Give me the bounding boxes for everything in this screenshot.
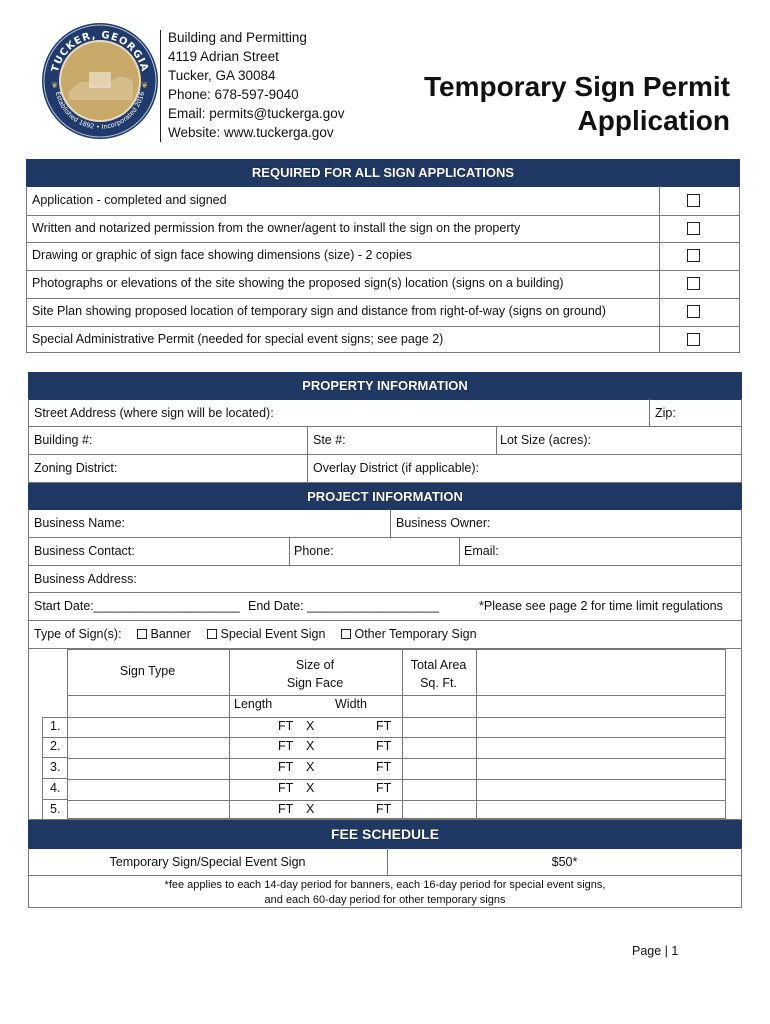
- row-number: 1.: [50, 719, 61, 733]
- required-item-checkbox[interactable]: [687, 249, 700, 262]
- end-date-field[interactable]: End Date: ___________________: [248, 599, 440, 613]
- start-date-field[interactable]: Start Date:_____________________: [34, 599, 240, 613]
- svg-text:❦: ❦: [51, 81, 59, 91]
- business-contact-field[interactable]: Business Contact:: [34, 544, 135, 558]
- seal-bottom-text: Established 1892 • Incorporated 2016: [53, 90, 147, 132]
- row-number: 2.: [50, 739, 61, 753]
- col-sign-type: Sign Type: [119, 664, 176, 678]
- header-divider: [160, 30, 161, 142]
- fee-amount: $50*: [551, 855, 578, 869]
- required-item-checkbox[interactable]: [687, 222, 700, 235]
- dimension-separator: X: [306, 739, 315, 753]
- required-item-label: Special Administrative Permit (needed for special event signs; see page 2): [32, 332, 444, 346]
- business-owner-field[interactable]: Business Owner:: [396, 516, 491, 530]
- city-state-zip: Tucker, GA 30084: [168, 68, 276, 83]
- row-divider: [26, 215, 740, 216]
- width-unit: FT: [376, 760, 392, 774]
- fee-schedule-header: FEE SCHEDULE: [28, 820, 742, 849]
- length-unit: FT: [278, 802, 294, 816]
- overlay-district-field[interactable]: Overlay District (if applicable):: [313, 461, 480, 475]
- width-unit: FT: [376, 781, 392, 795]
- fee-item-label: Temporary Sign/Special Event Sign: [109, 855, 306, 869]
- website-address: Website: www.tuckerga.gov: [168, 125, 334, 140]
- svg-text:❦: ❦: [141, 81, 149, 91]
- street-address-field[interactable]: Street Address (where sign will be located):: [34, 406, 274, 420]
- row-number: 4.: [50, 781, 61, 795]
- row-number: 5.: [50, 802, 61, 816]
- length-unit: FT: [278, 760, 294, 774]
- project-section-header: PROJECT INFORMATION: [28, 483, 742, 510]
- col-total-area: Total Area Sq. Ft.: [410, 658, 467, 690]
- department-address-block: [168, 28, 345, 142]
- fee-note: *fee applies to each 14-day period for banners, each 16-day period for special event signs, and each 60-day period for other temporary signs: [164, 879, 606, 906]
- length-unit: FT: [278, 739, 294, 753]
- phone-number: Phone: 678-597-9040: [168, 87, 299, 102]
- business-address-field[interactable]: Business Address:: [34, 572, 137, 586]
- lot-size-field[interactable]: Lot Size (acres):: [500, 433, 592, 447]
- width-unit: FT: [376, 802, 392, 816]
- width-label: Width: [335, 697, 367, 711]
- length-unit: FT: [278, 781, 294, 795]
- phone-field[interactable]: Phone:: [294, 544, 334, 558]
- required-item-label: Drawing or graphic of sign face showing dimensions (size) - 2 copies: [32, 248, 413, 262]
- zoning-district-field[interactable]: Zoning District:: [34, 461, 118, 475]
- special-event-option[interactable]: Special Event Sign: [207, 627, 325, 641]
- suite-number-field[interactable]: Ste #:: [313, 433, 346, 447]
- email-address: Email: permits@tuckerga.gov: [168, 106, 345, 121]
- department-name: Building and Permitting: [168, 30, 307, 45]
- required-item-label: Photographs or elevations of the site showing the proposed sign(s) location (signs on a building): [32, 276, 564, 290]
- property-section-header: PROPERTY INFORMATION: [28, 372, 742, 400]
- special-event-checkbox[interactable]: [207, 629, 217, 639]
- row-divider: [26, 298, 740, 299]
- width-unit: FT: [376, 739, 392, 753]
- other-temporary-checkbox[interactable]: [341, 629, 351, 639]
- row-divider: [26, 326, 740, 327]
- page-number: Page | 1: [632, 944, 679, 958]
- email-field[interactable]: Email:: [464, 544, 499, 558]
- page-title: Temporary Sign Permit Application: [423, 71, 730, 136]
- banner-option[interactable]: Banner: [137, 627, 191, 641]
- width-unit: FT: [376, 719, 392, 733]
- required-item-label: Written and notarized permission from the owner/agent to install the sign on the property: [32, 221, 521, 235]
- length-label: Length: [234, 697, 273, 711]
- other-temporary-option[interactable]: Other Temporary Sign: [341, 627, 477, 641]
- required-item-label: Application - completed and signed: [32, 193, 227, 207]
- row-divider: [26, 242, 740, 243]
- sign-type-label: Type of Sign(s):: [34, 627, 122, 641]
- required-item-checkbox[interactable]: [687, 305, 700, 318]
- dimension-separator: X: [306, 760, 315, 774]
- street-address: 4119 Adrian Street: [168, 49, 279, 64]
- col-size-of-sign-face: Size of Sign Face: [286, 658, 344, 690]
- business-name-field[interactable]: Business Name:: [34, 516, 126, 530]
- dimension-separator: X: [306, 802, 315, 816]
- banner-checkbox[interactable]: [137, 629, 147, 639]
- required-item-checkbox[interactable]: [687, 333, 700, 346]
- required-item-checkbox[interactable]: [687, 194, 700, 207]
- length-unit: FT: [278, 719, 294, 733]
- building-number-field[interactable]: Building #:: [34, 433, 93, 447]
- dimension-separator: X: [306, 781, 315, 795]
- row-divider: [26, 270, 740, 271]
- required-item-checkbox[interactable]: [687, 277, 700, 290]
- time-limit-note: *Please see page 2 for time limit regulations: [479, 599, 723, 613]
- city-seal-logo: [41, 22, 159, 140]
- row-number: 3.: [50, 760, 61, 774]
- required-section-header: REQUIRED FOR ALL SIGN APPLICATIONS: [26, 159, 740, 187]
- seal-top-text: TUCKER, GEORGIA: [49, 29, 151, 74]
- required-item-label: Site Plan showing proposed location of temporary sign and distance from right-of-way (signs on ground): [32, 304, 606, 318]
- zip-field[interactable]: Zip:: [655, 406, 676, 420]
- dimension-separator: X: [306, 719, 315, 733]
